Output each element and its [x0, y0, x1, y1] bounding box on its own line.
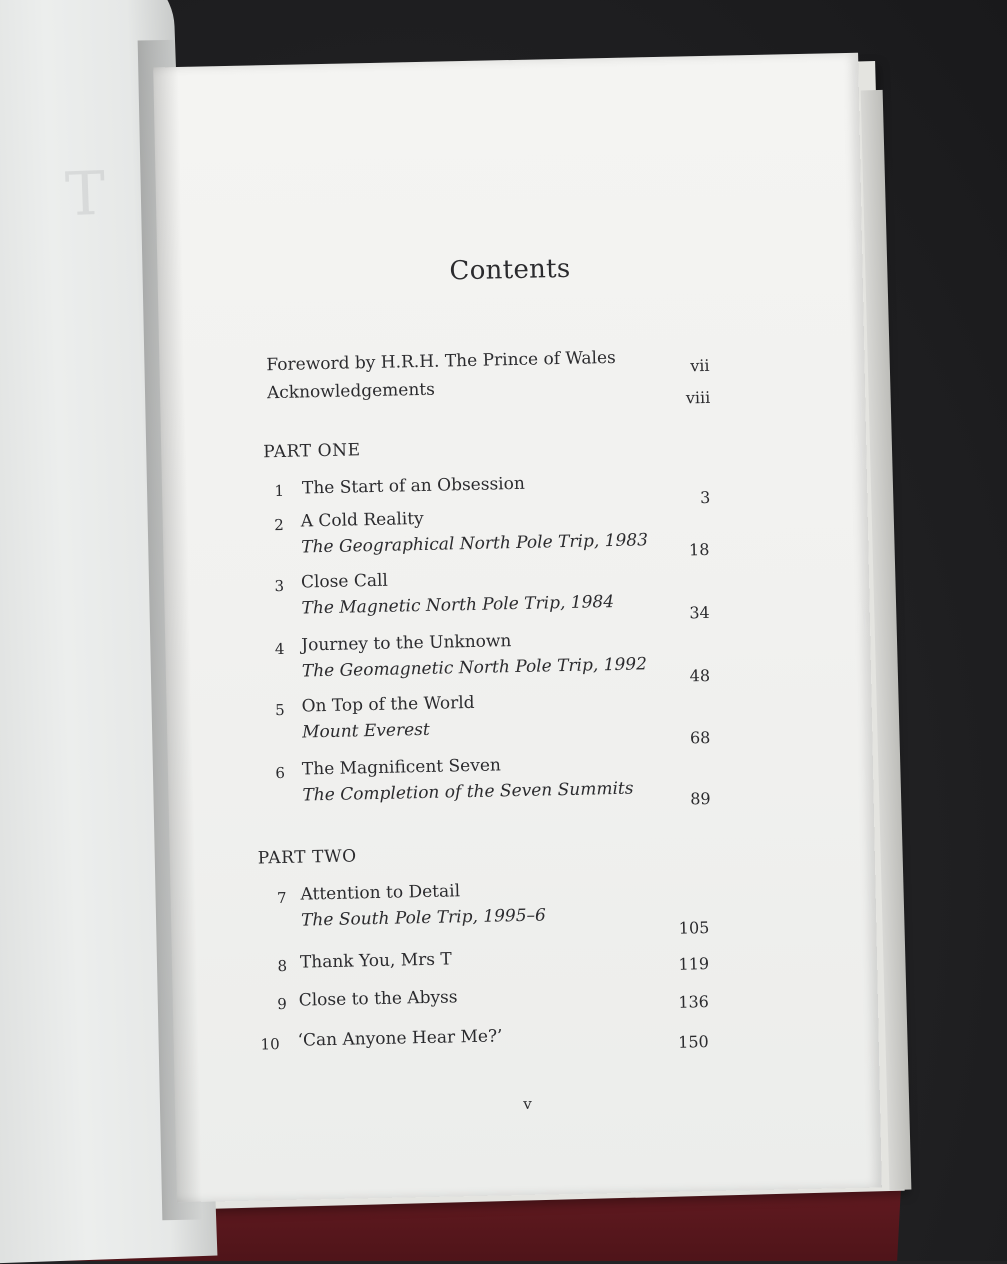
chapter-title: A Cold Reality — [300, 508, 424, 532]
part-heading: PART TWO — [257, 846, 357, 869]
page-number: 105 — [678, 918, 710, 938]
chapter-number: 4 — [274, 639, 285, 659]
page-number: 34 — [689, 602, 710, 623]
chapter-title: Thank You, Mrs T — [299, 949, 452, 973]
chapter-subtitle: Mount Everest — [301, 719, 430, 743]
page-number: 48 — [689, 665, 711, 686]
toc-entry-chapter — [301, 504, 649, 557]
chapter-title: Journey to the Unknown — [301, 631, 512, 656]
chapter-title: Close to the Abyss — [298, 987, 458, 1011]
chapter-title: Close Call — [300, 570, 389, 593]
page-title: Contents — [449, 253, 571, 287]
chapter-number: 7 — [276, 888, 287, 908]
chapter-subtitle: The South Pole Trip, 1995–6 — [300, 905, 547, 931]
page-folio: v — [523, 1094, 532, 1113]
chapter-subtitle: The Completion of the Seven Summits — [302, 778, 634, 806]
bleed-through-text: T — [64, 158, 107, 231]
toc-entry-chapter — [297, 1026, 502, 1050]
chapter-number: 10 — [260, 1035, 280, 1054]
chapter-subtitle: The Geomagnetic North Pole Trip, 1992 — [301, 654, 648, 682]
chapter-title: On Top of the World — [301, 692, 475, 717]
page-number: 136 — [678, 992, 710, 1012]
contents-page — [153, 53, 882, 1203]
page-number: 68 — [689, 727, 711, 748]
page-number: 18 — [688, 539, 710, 560]
toc-entry-chapter — [302, 474, 525, 499]
page-number: 150 — [677, 1032, 709, 1052]
toc-entry-chapter — [301, 693, 475, 743]
toc-entry-acknowledgements: Acknowledgements — [266, 379, 436, 404]
toc-entry-foreword: Foreword by H.R.H. The Prince of Wales — [266, 347, 617, 376]
chapter-title: The Start of an Obsession — [301, 473, 526, 499]
chapter-title: Attention to Detail — [300, 881, 461, 905]
page-number: viii — [685, 387, 711, 408]
page-number: vii — [690, 355, 710, 376]
part-heading: PART ONE — [263, 440, 361, 463]
toc-entry-chapter — [301, 628, 647, 681]
toc-entry-chapter — [300, 879, 546, 930]
table-of-contents — [153, 53, 882, 1203]
chapter-number: 2 — [274, 515, 284, 535]
chapter-number: 3 — [274, 576, 285, 596]
chapter-subtitle: The Magnetic North Pole Trip, 1984 — [301, 591, 615, 619]
page-number: 3 — [699, 487, 711, 508]
page-number: 119 — [678, 954, 710, 974]
chapter-title: The Magnificent Seven — [301, 755, 502, 780]
toc-entry-chapter — [299, 987, 458, 1010]
toc-entry-chapter — [300, 949, 452, 972]
chapter-number: 8 — [277, 956, 288, 976]
chapter-number: 1 — [274, 481, 285, 501]
page-number: 89 — [690, 788, 711, 809]
chapter-number: 6 — [275, 763, 286, 783]
chapter-number: 5 — [274, 700, 285, 720]
chapter-title: ‘Can Anyone Hear Me?’ — [297, 1026, 503, 1051]
chapter-number: 9 — [277, 994, 288, 1014]
toc-entry-chapter — [302, 753, 634, 806]
toc-entry-chapter — [301, 566, 614, 619]
chapter-subtitle: The Geographical North Pole Trip, 1983 — [301, 530, 649, 558]
